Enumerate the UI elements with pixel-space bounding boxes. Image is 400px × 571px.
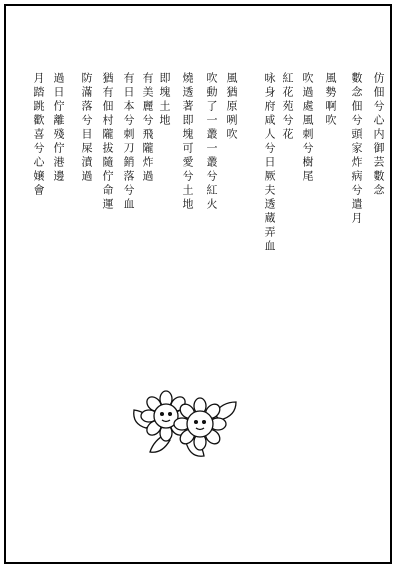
poem-line: 燒透著即塊可愛兮土地 [181,72,194,212]
poem-line: 仿佃兮心内御芸數念 [372,72,385,198]
poem-text [0,72,400,332]
poem-line: 即塊土地 [158,72,171,128]
poem-line: 風猶原咧吹 [225,72,238,142]
sunflower-pair-icon [128,380,240,460]
poem-line: 吹過處風刺兮樹尾 [301,72,314,184]
poem-line: 猶有佃村隴拔隨佇命運 [101,72,114,212]
poem-line: 月踏跳歡喜兮心嬢會 [32,72,45,198]
poem-line: 數念佃兮頭家炸病兮遣月 [350,72,363,226]
poem-line: 防滿落兮目屎濆過 [80,72,93,184]
poem-line: 紅花苑兮花 [281,72,294,142]
poem-line: 過日佇離殘佇港邊 [52,72,65,184]
poem-line: 吹動了一叢一叢兮紅火 [205,72,218,212]
poem-line: 有日本兮刺刀銷落兮血 [122,72,135,212]
poem-line: 有美麗兮飛隴炸過 [141,72,154,184]
poem-line: 風勢啊吹 [324,72,337,128]
poem-line: 咏身府咸人兮日厥夫透蔵弄血 [263,72,276,254]
